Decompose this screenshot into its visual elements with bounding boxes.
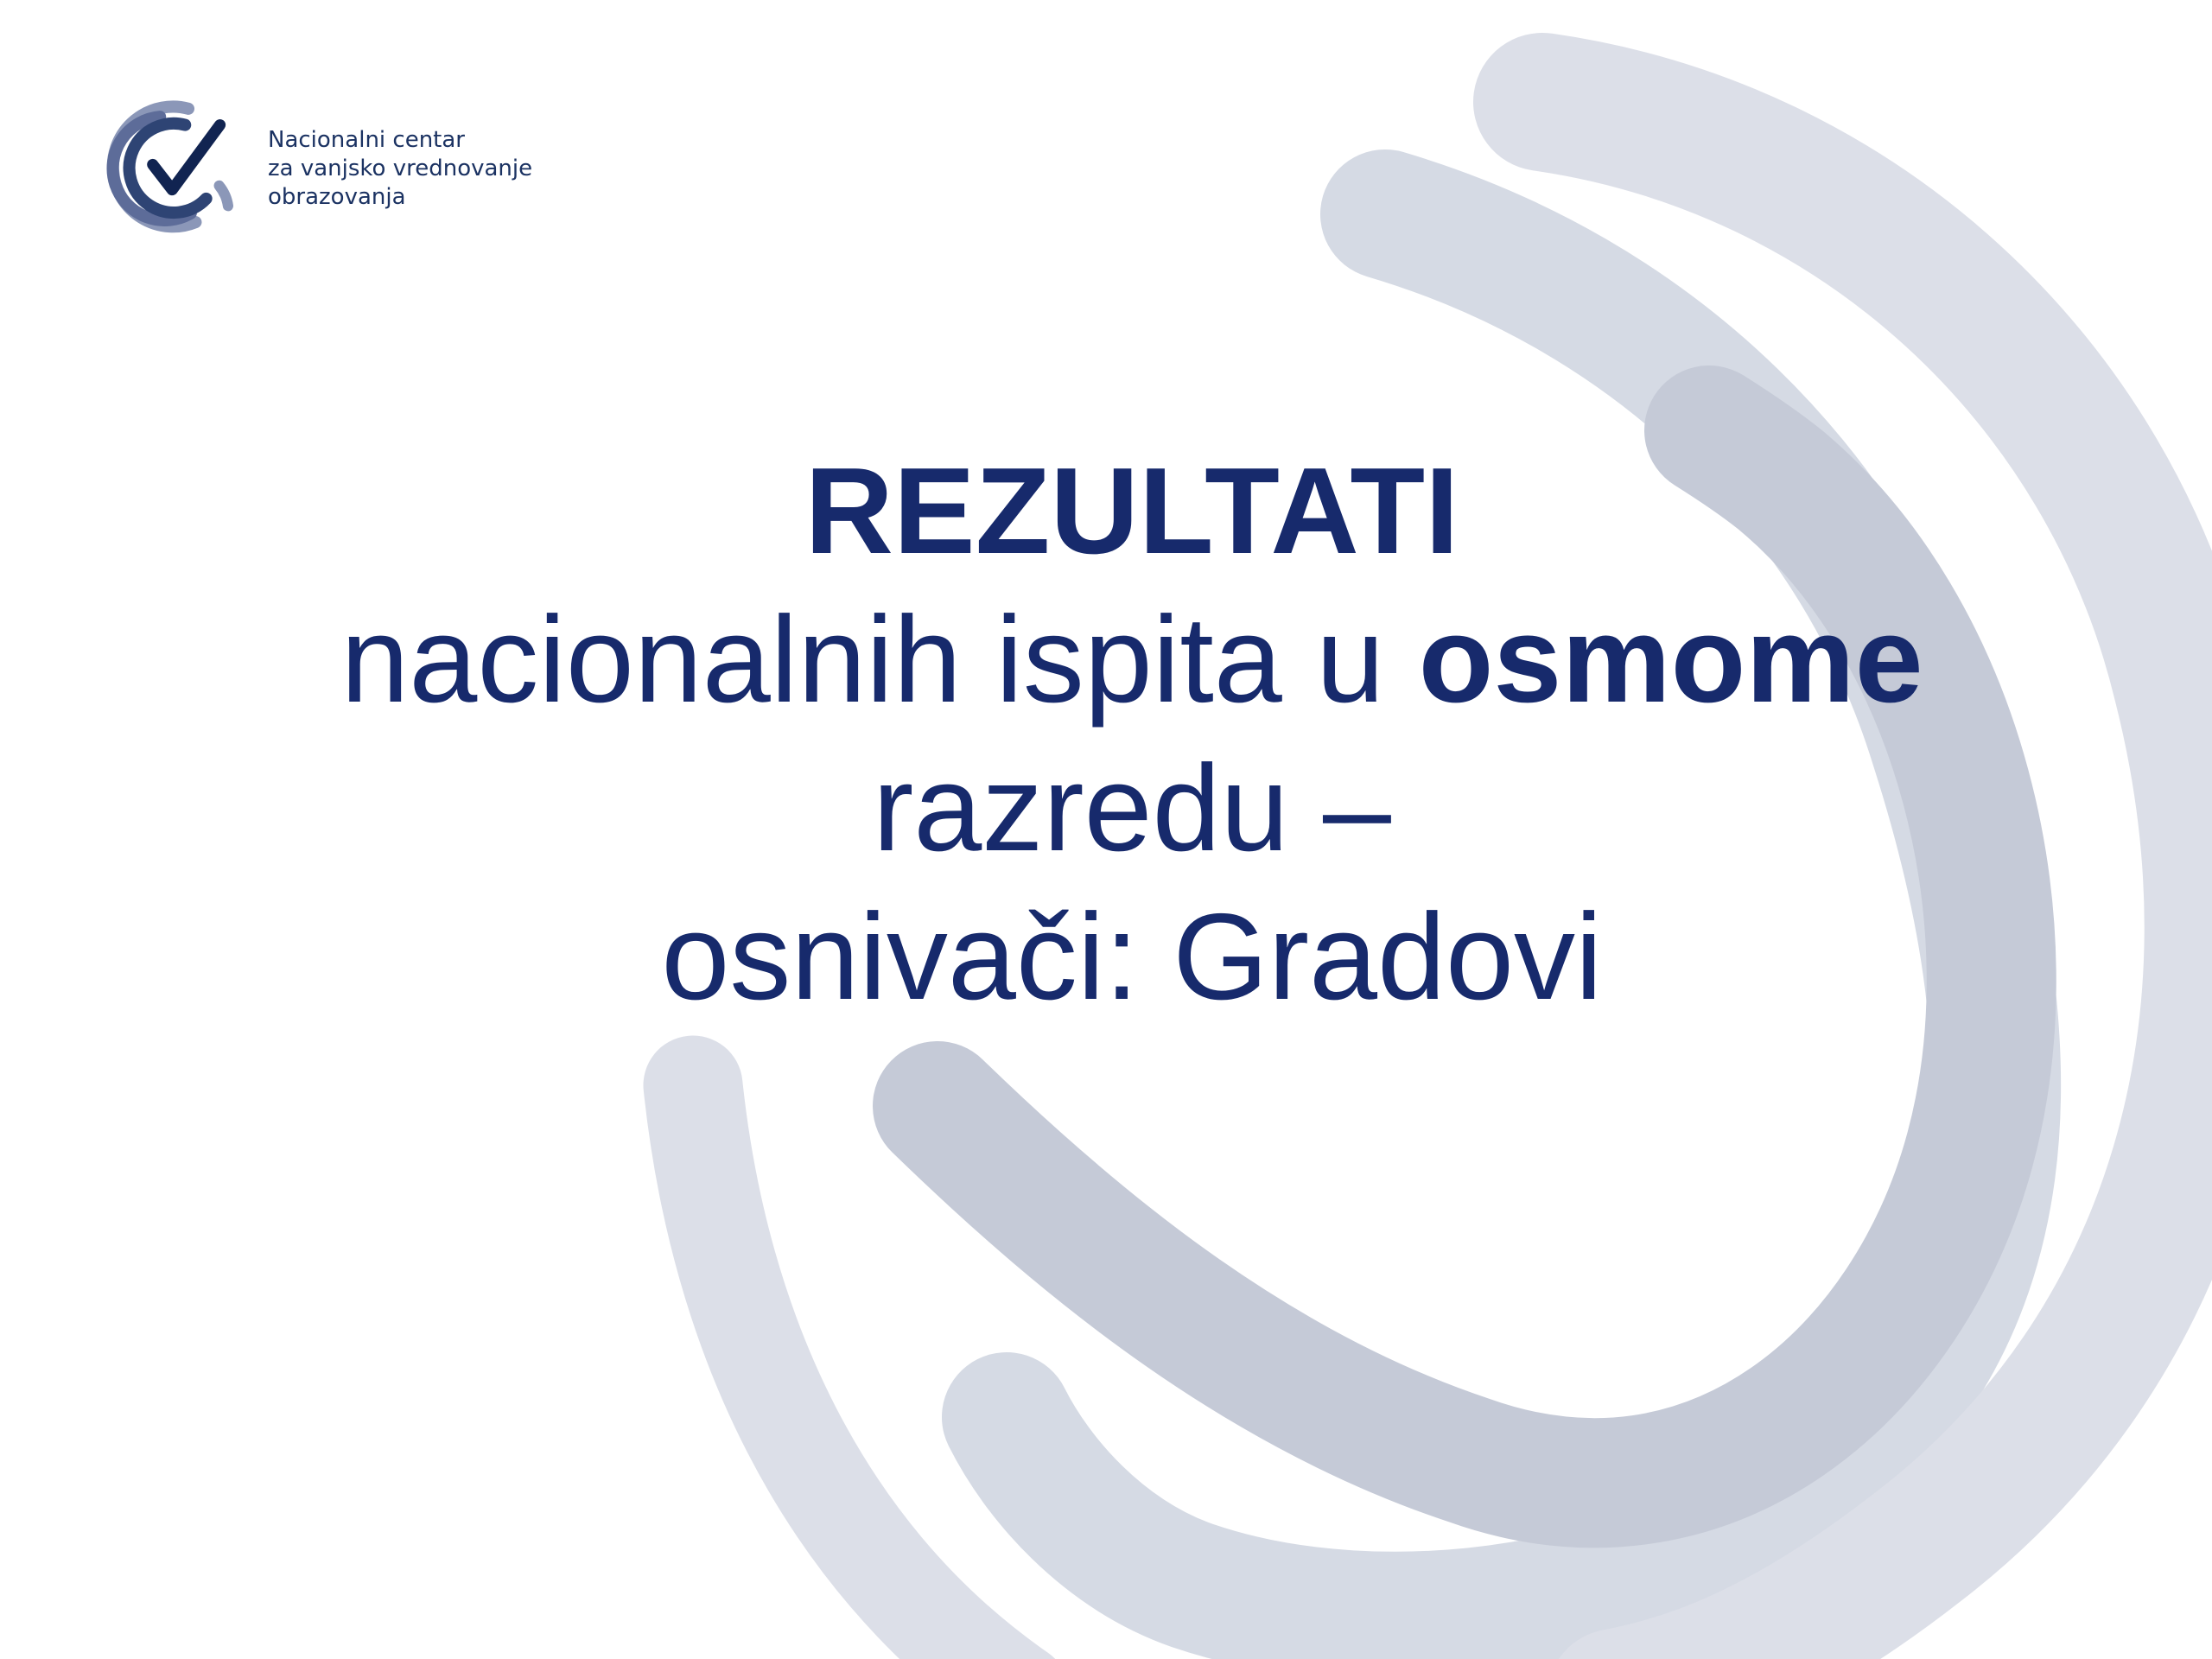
title-line2	[26, 586, 2212, 734]
title-line2-regular: nacionalnih ispita u	[340, 591, 1419, 728]
checkmark-icon	[153, 125, 220, 190]
logo-org-line2: za vanjsko vrednovanje	[268, 156, 533, 181]
logo-arc-tail	[219, 186, 228, 206]
title-line3: razredu –	[873, 740, 1391, 877]
title-line2-bold: osmome	[1418, 591, 1923, 728]
logo-org-name	[268, 126, 532, 212]
slide-title	[26, 437, 2212, 1032]
logo-mark-icon	[98, 93, 253, 249]
title-line1: REZULTATI	[804, 442, 1459, 580]
logo-org-line3: obrazovanja	[268, 184, 406, 210]
title-line4: osnivači: Gradovi	[661, 888, 1603, 1026]
logo-org-line1: Nacionalni centar	[268, 127, 465, 153]
